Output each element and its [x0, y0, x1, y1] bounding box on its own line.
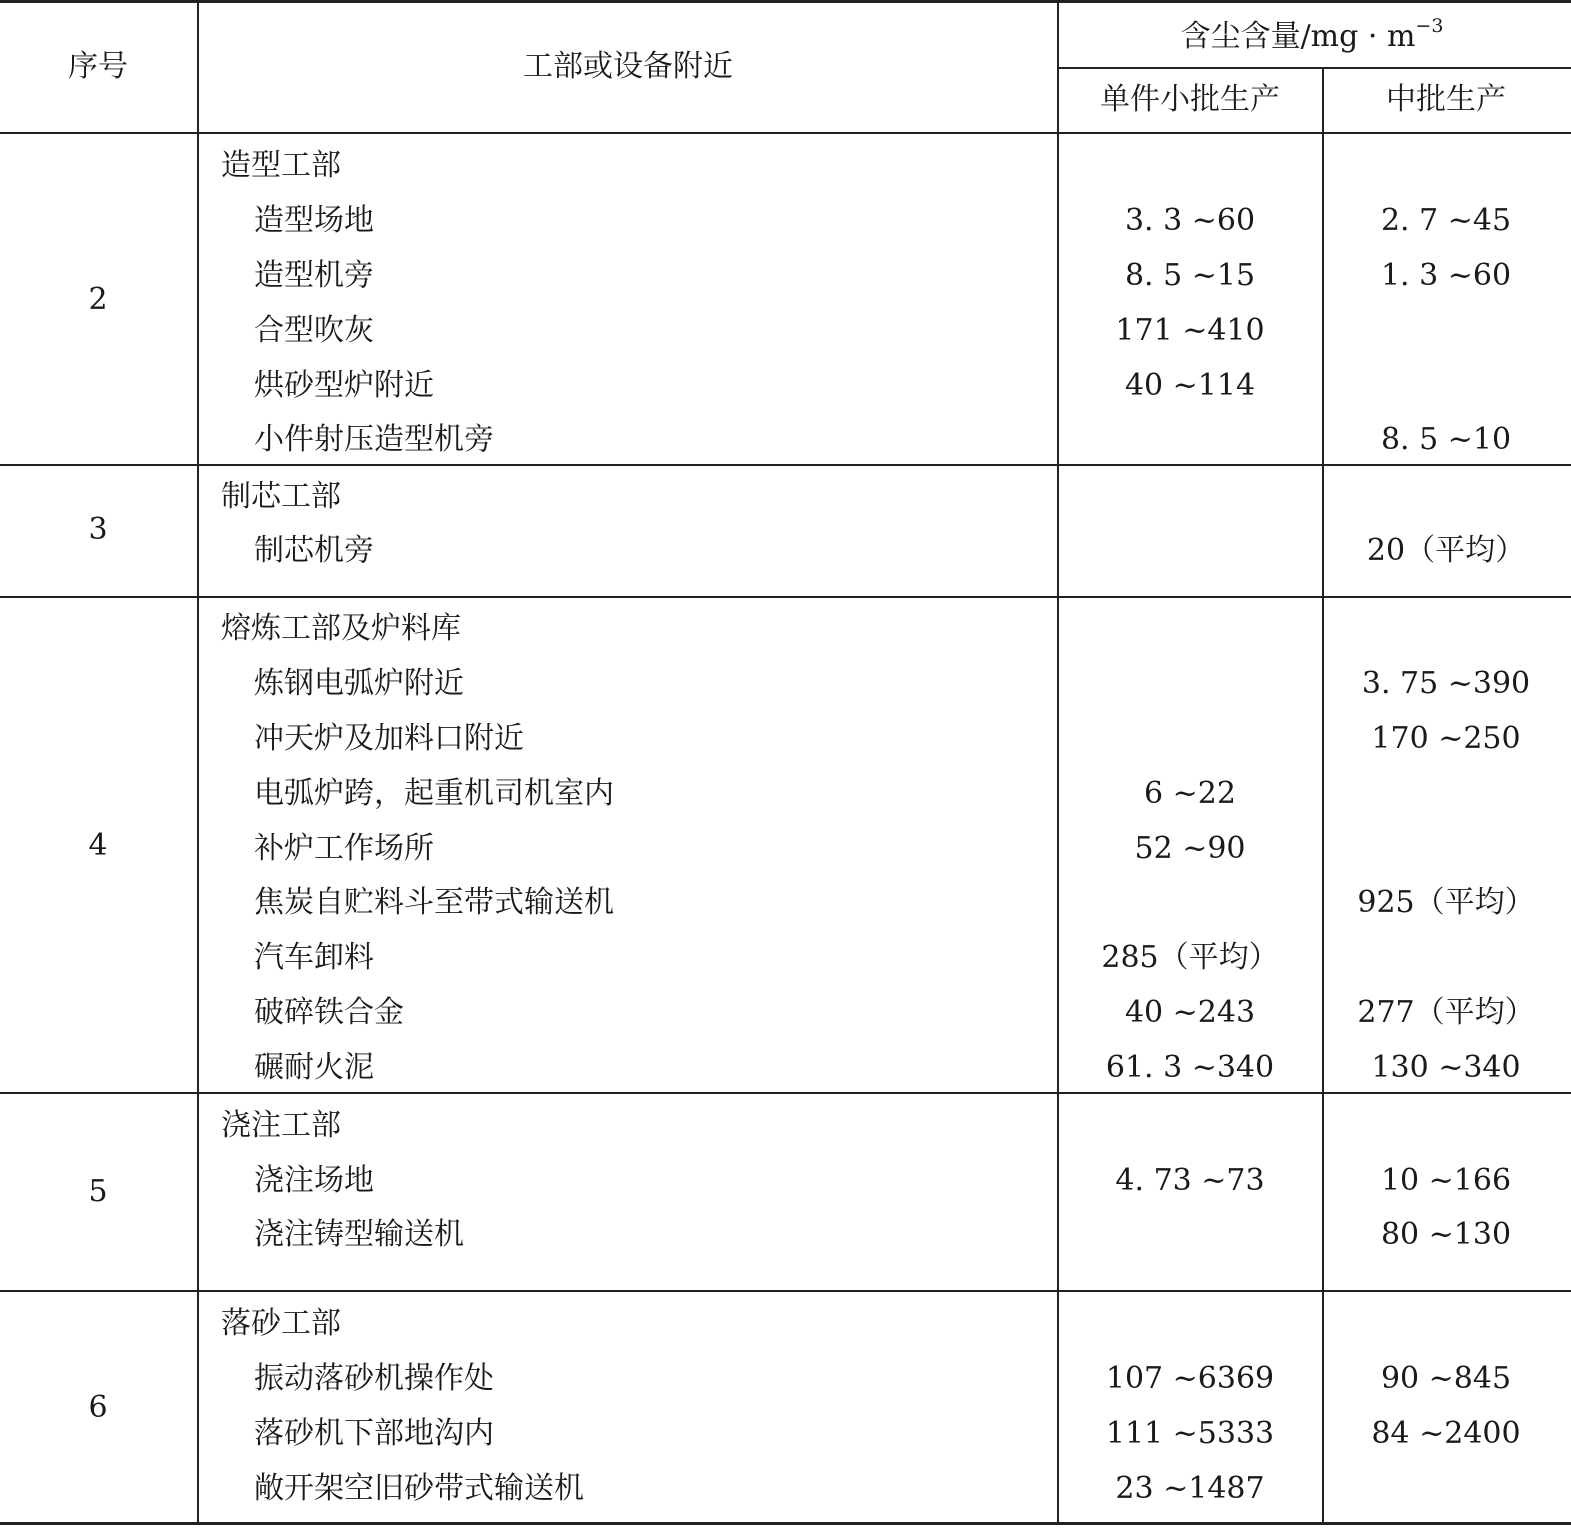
header-medium-batch: 中批生产 [1386, 82, 1506, 117]
item-name: 造型机旁 [254, 258, 374, 293]
item-single-value: 3. 3 ~60 [1124, 203, 1256, 238]
header-dust-content-exponent: −3 [1415, 15, 1444, 37]
group-title: 造型工部 [221, 148, 341, 183]
item-medium-value: 8. 5 ~10 [1380, 422, 1512, 457]
item-name: 浇注铸型输送机 [254, 1217, 464, 1252]
item-name: 破碎铁合金 [254, 995, 404, 1030]
group-4-bottom-rule [0, 1092, 1571, 1094]
header-bottom-rule [0, 132, 1571, 134]
item-medium-value: 2. 7 ~45 [1380, 203, 1512, 238]
item-single-value: 285（平均） [1101, 940, 1279, 975]
group-title: 熔炼工部及炉料库 [221, 611, 461, 646]
item-name: 小件射压造型机旁 [254, 422, 494, 457]
item-medium-value: 3. 75 ~390 [1361, 666, 1531, 701]
item-medium-value: 1. 3 ~60 [1380, 258, 1512, 293]
item-medium-value: 130 ~340 [1371, 1050, 1521, 1085]
group-number: 3 [88, 512, 108, 547]
item-name: 合型吹灰 [254, 313, 374, 348]
group-5-bottom-rule [0, 1290, 1571, 1292]
item-name: 补炉工作场所 [254, 831, 434, 866]
item-name: 造型场地 [254, 203, 374, 238]
group-number: 2 [88, 282, 108, 317]
item-single-value: 40 ~114 [1124, 368, 1256, 403]
item-single-value: 107 ~6369 [1105, 1361, 1275, 1396]
item-single-value: 40 ~243 [1124, 995, 1256, 1030]
item-single-value: 111 ~5333 [1105, 1416, 1275, 1451]
table-bottom-rule [0, 1522, 1571, 1525]
group-title: 制芯工部 [221, 479, 341, 514]
header-dust-content [1181, 17, 1444, 60]
group-number: 6 [88, 1390, 108, 1425]
group-number: 5 [88, 1174, 108, 1209]
item-medium-value: 20（平均） [1366, 533, 1526, 568]
item-medium-value: 10 ~166 [1380, 1163, 1512, 1198]
item-medium-value: 84 ~2400 [1371, 1416, 1521, 1451]
item-single-value: 23 ~1487 [1115, 1471, 1265, 1506]
item-medium-value: 90 ~845 [1380, 1361, 1512, 1396]
group-title: 浇注工部 [221, 1108, 341, 1143]
col-divider-3 [1322, 68, 1324, 1525]
item-medium-value: 80 ~130 [1380, 1217, 1512, 1252]
item-name: 汽车卸料 [254, 940, 374, 975]
item-name: 制芯机旁 [254, 533, 374, 568]
item-single-value: 6 ~22 [1144, 776, 1236, 811]
item-single-value: 4. 73 ~73 [1115, 1163, 1265, 1198]
group-number: 4 [88, 828, 108, 863]
item-name: 烘砂型炉附近 [254, 368, 434, 403]
group-title: 落砂工部 [221, 1306, 341, 1341]
item-name: 振动落砂机操作处 [254, 1361, 494, 1396]
item-single-value: 8. 5 ~15 [1124, 258, 1256, 293]
item-name: 焦炭自贮料斗至带式输送机 [254, 885, 614, 920]
header-location: 工部或设备附近 [523, 49, 733, 84]
table-top-rule [0, 0, 1571, 3]
item-medium-value: 170 ~250 [1371, 721, 1521, 756]
col-divider-2 [1057, 0, 1059, 1525]
item-name: 碾耐火泥 [254, 1050, 374, 1085]
item-name: 浇注场地 [254, 1163, 374, 1198]
col-divider-1 [197, 0, 199, 1525]
header-dust-content-label: 含尘含量/mg · m [1180, 19, 1416, 54]
item-single-value: 171 ~410 [1115, 313, 1265, 348]
item-medium-value: 925（平均） [1357, 885, 1535, 920]
header-sub-rule [1058, 67, 1571, 69]
item-single-value: 52 ~90 [1134, 831, 1246, 866]
item-name: 炼钢电弧炉附近 [254, 666, 464, 701]
header-single-small-batch: 单件小批生产 [1100, 82, 1280, 117]
group-3-bottom-rule [0, 596, 1571, 598]
item-name: 电弧炉跨，起重机司机室内 [254, 776, 614, 811]
header-serial-number: 序号 [68, 49, 128, 84]
group-2-bottom-rule [0, 464, 1571, 466]
item-medium-value: 277（平均） [1357, 995, 1535, 1030]
item-name: 冲天炉及加料口附近 [254, 721, 524, 756]
item-name: 敞开架空旧砂带式输送机 [254, 1471, 584, 1506]
item-single-value: 61. 3 ~340 [1105, 1050, 1275, 1085]
item-name: 落砂机下部地沟内 [254, 1416, 494, 1451]
